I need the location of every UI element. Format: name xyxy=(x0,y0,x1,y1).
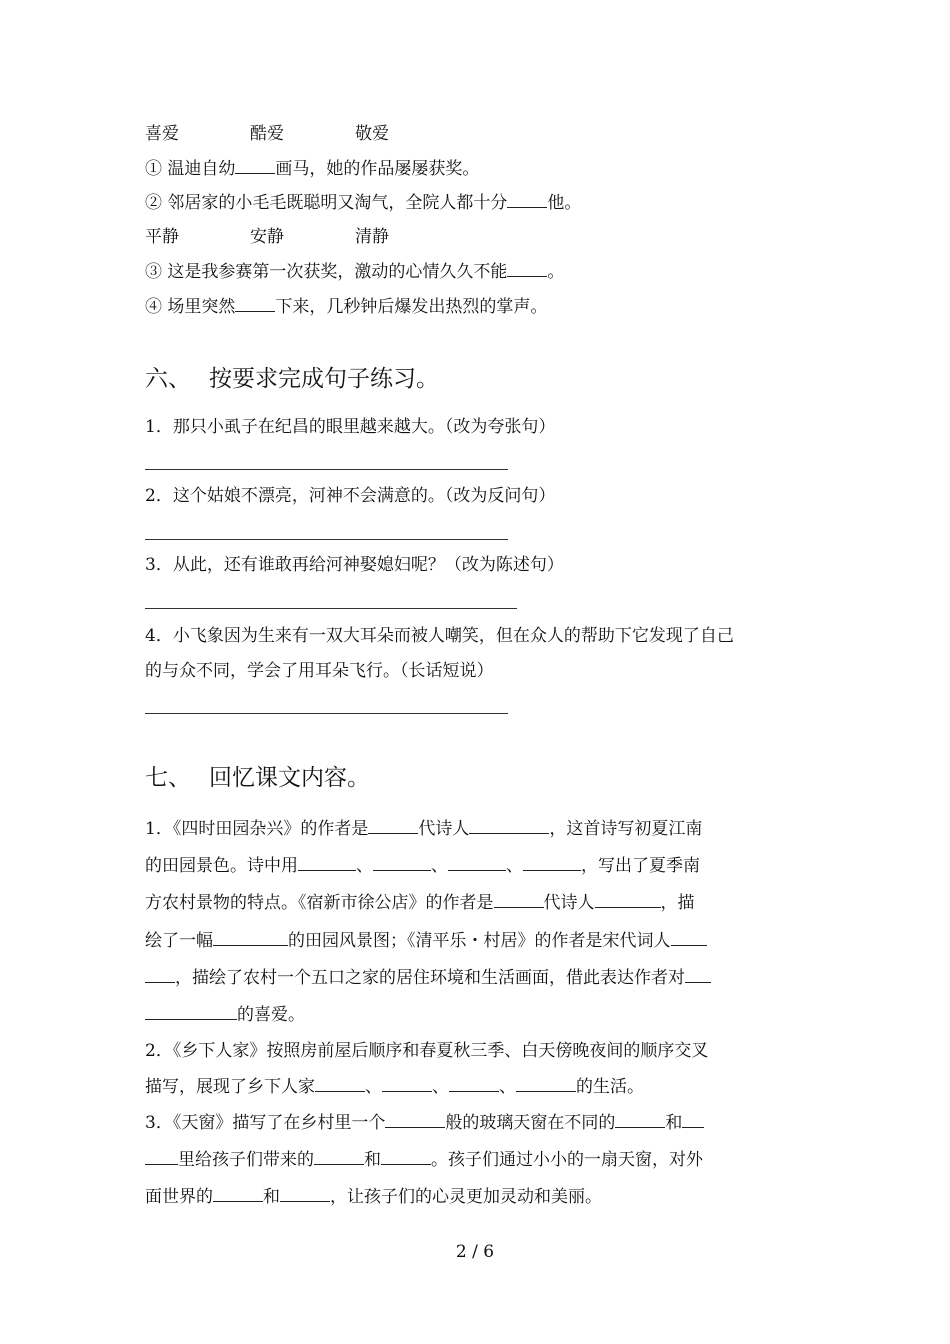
fill-blank[interactable] xyxy=(507,193,547,208)
fill-blank[interactable] xyxy=(682,1113,704,1128)
sentence-text: 的田园风景图；《清平乐・村居》的作者是宋代词人 xyxy=(288,931,671,951)
sentence-text: 代诗人 xyxy=(543,893,595,913)
sentence-text: 下来，几秒钟后爆发出热烈的掌声。 xyxy=(275,297,548,317)
sentence-text: ④ 场里突然 xyxy=(145,297,236,317)
fill-blank[interactable] xyxy=(595,893,661,908)
fill-blank[interactable] xyxy=(494,893,544,908)
fill-sentence-1 xyxy=(145,159,479,179)
fill-blank[interactable] xyxy=(145,1005,237,1020)
separator: 、 xyxy=(431,856,448,876)
exercise-4-line-1: 4．小飞象因为生来有一双大耳朵而被人嘲笑，但在众人的帮助下它发现了自己 xyxy=(145,626,734,646)
sentence-text: 绘了一幅 xyxy=(145,931,213,951)
word-option: 喜爱 xyxy=(145,124,179,144)
sentence-text: 。孩子们通过小小的一扇天窗，对外 xyxy=(431,1150,703,1170)
word-options-2 xyxy=(145,227,460,247)
sentence-text: 方农村景物的特点。《宿新市徐公店》的作者是 xyxy=(145,893,494,913)
fill-blank[interactable] xyxy=(298,856,356,871)
answer-line[interactable] xyxy=(145,713,508,714)
sentence-text: 画马，她的作品屡屡获奖。 xyxy=(275,159,480,179)
sentence-text: 般的玻璃天窗在不同的 xyxy=(445,1113,616,1133)
recall-1-line-4 xyxy=(145,931,707,951)
word-options-1 xyxy=(145,124,460,144)
word-option: 平静 xyxy=(145,227,179,247)
fill-blank[interactable] xyxy=(382,1077,432,1092)
fill-blank[interactable] xyxy=(235,159,275,174)
fill-blank[interactable] xyxy=(507,262,547,277)
fill-blank[interactable] xyxy=(373,856,431,871)
section-title: 按要求完成句子练习。 xyxy=(209,366,439,392)
fill-blank[interactable] xyxy=(235,297,275,312)
answer-line[interactable] xyxy=(145,469,508,470)
section-number: 七、 xyxy=(145,765,191,791)
recall-1-line-3 xyxy=(145,893,695,913)
recall-3-line-1 xyxy=(145,1113,704,1133)
recall-3-line-2 xyxy=(145,1150,703,1170)
sentence-text: 面世界的 xyxy=(145,1187,213,1207)
sentence-text: ，这首诗写初夏江南 xyxy=(549,819,703,839)
recall-2-line-2 xyxy=(145,1077,644,1097)
sentence-text: 里给孩子们带来的 xyxy=(178,1150,314,1170)
fill-blank[interactable] xyxy=(315,1077,365,1092)
recall-1-line-1 xyxy=(145,819,702,839)
fill-sentence-4 xyxy=(145,297,547,317)
sentence-text: ，描 xyxy=(660,893,695,913)
sentence-text: ，描绘了农村一个五口之家的居住环境和生活画面，借此表达作者对 xyxy=(175,968,685,988)
exercise-1: 1．那只小虱子在纪昌的眼里越来越大。（改为夸张句） xyxy=(145,417,556,437)
sentence-text: 和 xyxy=(364,1150,381,1170)
answer-line[interactable] xyxy=(145,539,508,540)
sentence-text: 的生活。 xyxy=(576,1077,644,1097)
sentence-text: 他。 xyxy=(547,193,582,213)
sentence-text: 1．《四时田园杂兴》的作者是 xyxy=(145,819,369,839)
separator: 、 xyxy=(365,1077,382,1097)
fill-blank[interactable] xyxy=(671,931,707,946)
sentence-text: 。 xyxy=(547,262,565,282)
recall-3-line-3 xyxy=(145,1187,602,1207)
sentence-text: 3．《天窗》描写了在乡村里一个 xyxy=(145,1113,386,1133)
fill-sentence-2 xyxy=(145,193,581,213)
sentence-text: 的田园景色。诗中用 xyxy=(145,856,298,876)
sentence-text: 的喜爱。 xyxy=(237,1005,305,1025)
fill-blank[interactable] xyxy=(448,856,506,871)
word-option: 敬爱 xyxy=(355,124,389,144)
fill-blank[interactable] xyxy=(685,968,711,983)
exercise-3: 3．从此，还有谁敢再给河神娶媳妇呢？（改为陈述句） xyxy=(145,555,564,575)
fill-blank[interactable] xyxy=(213,931,288,946)
sentence-text: 描写，展现了乡下人家 xyxy=(145,1077,315,1097)
separator: 、 xyxy=(506,856,523,876)
page-number: 2 / 6 xyxy=(455,1242,495,1262)
recall-1-line-6 xyxy=(145,1005,305,1025)
word-option: 清静 xyxy=(355,227,389,247)
fill-sentence-3 xyxy=(145,262,564,282)
sentence-text: ② 邻居家的小毛毛既聪明又淘气，全院人都十分 xyxy=(145,193,508,213)
exercise-2: 2．这个姑娘不漂亮，河神不会满意的。（改为反问句） xyxy=(145,486,556,506)
fill-blank[interactable] xyxy=(368,819,418,834)
fill-blank[interactable] xyxy=(280,1187,330,1202)
sentence-text: 代诗人 xyxy=(418,819,470,839)
section-title: 回忆课文内容。 xyxy=(209,765,370,791)
recall-1-line-2 xyxy=(145,856,700,876)
fill-blank[interactable] xyxy=(385,1113,445,1128)
sentence-text: ，写出了夏季南 xyxy=(581,856,700,876)
separator: 、 xyxy=(499,1077,516,1097)
sentence-text: ③ 这是我参赛第一次获奖，激动的心情久久不能 xyxy=(145,262,508,282)
fill-blank[interactable] xyxy=(145,1150,178,1165)
recall-2-line-1: 2．《乡下人家》按照房前屋后顺序和春夏秋三季、白天傍晚夜间的顺序交叉 xyxy=(145,1041,709,1061)
fill-blank[interactable] xyxy=(449,1077,499,1092)
exercise-4-line-2: 的与众不同，学会了用耳朵飞行。（长话短说） xyxy=(145,661,494,681)
word-option: 安静 xyxy=(250,227,284,247)
sentence-text: 和 xyxy=(263,1187,280,1207)
answer-line[interactable] xyxy=(145,608,517,609)
fill-blank[interactable] xyxy=(381,1150,431,1165)
fill-blank[interactable] xyxy=(615,1113,665,1128)
section-number: 六、 xyxy=(145,366,191,392)
word-option: 酷爱 xyxy=(250,124,284,144)
fill-blank[interactable] xyxy=(213,1187,263,1202)
sentence-text: 和 xyxy=(665,1113,683,1133)
recall-1-line-5 xyxy=(145,968,711,988)
fill-blank[interactable] xyxy=(516,1077,576,1092)
sentence-text: ① 温迪自幼 xyxy=(145,159,236,179)
separator: 、 xyxy=(356,856,373,876)
fill-blank[interactable] xyxy=(523,856,581,871)
separator: 、 xyxy=(432,1077,449,1097)
section-7-heading xyxy=(145,764,370,792)
fill-blank[interactable] xyxy=(145,968,175,983)
fill-blank[interactable] xyxy=(314,1150,364,1165)
section-6-heading xyxy=(145,365,439,393)
fill-blank[interactable] xyxy=(469,819,549,834)
sentence-text: ，让孩子们的心灵更加灵动和美丽。 xyxy=(330,1187,602,1207)
